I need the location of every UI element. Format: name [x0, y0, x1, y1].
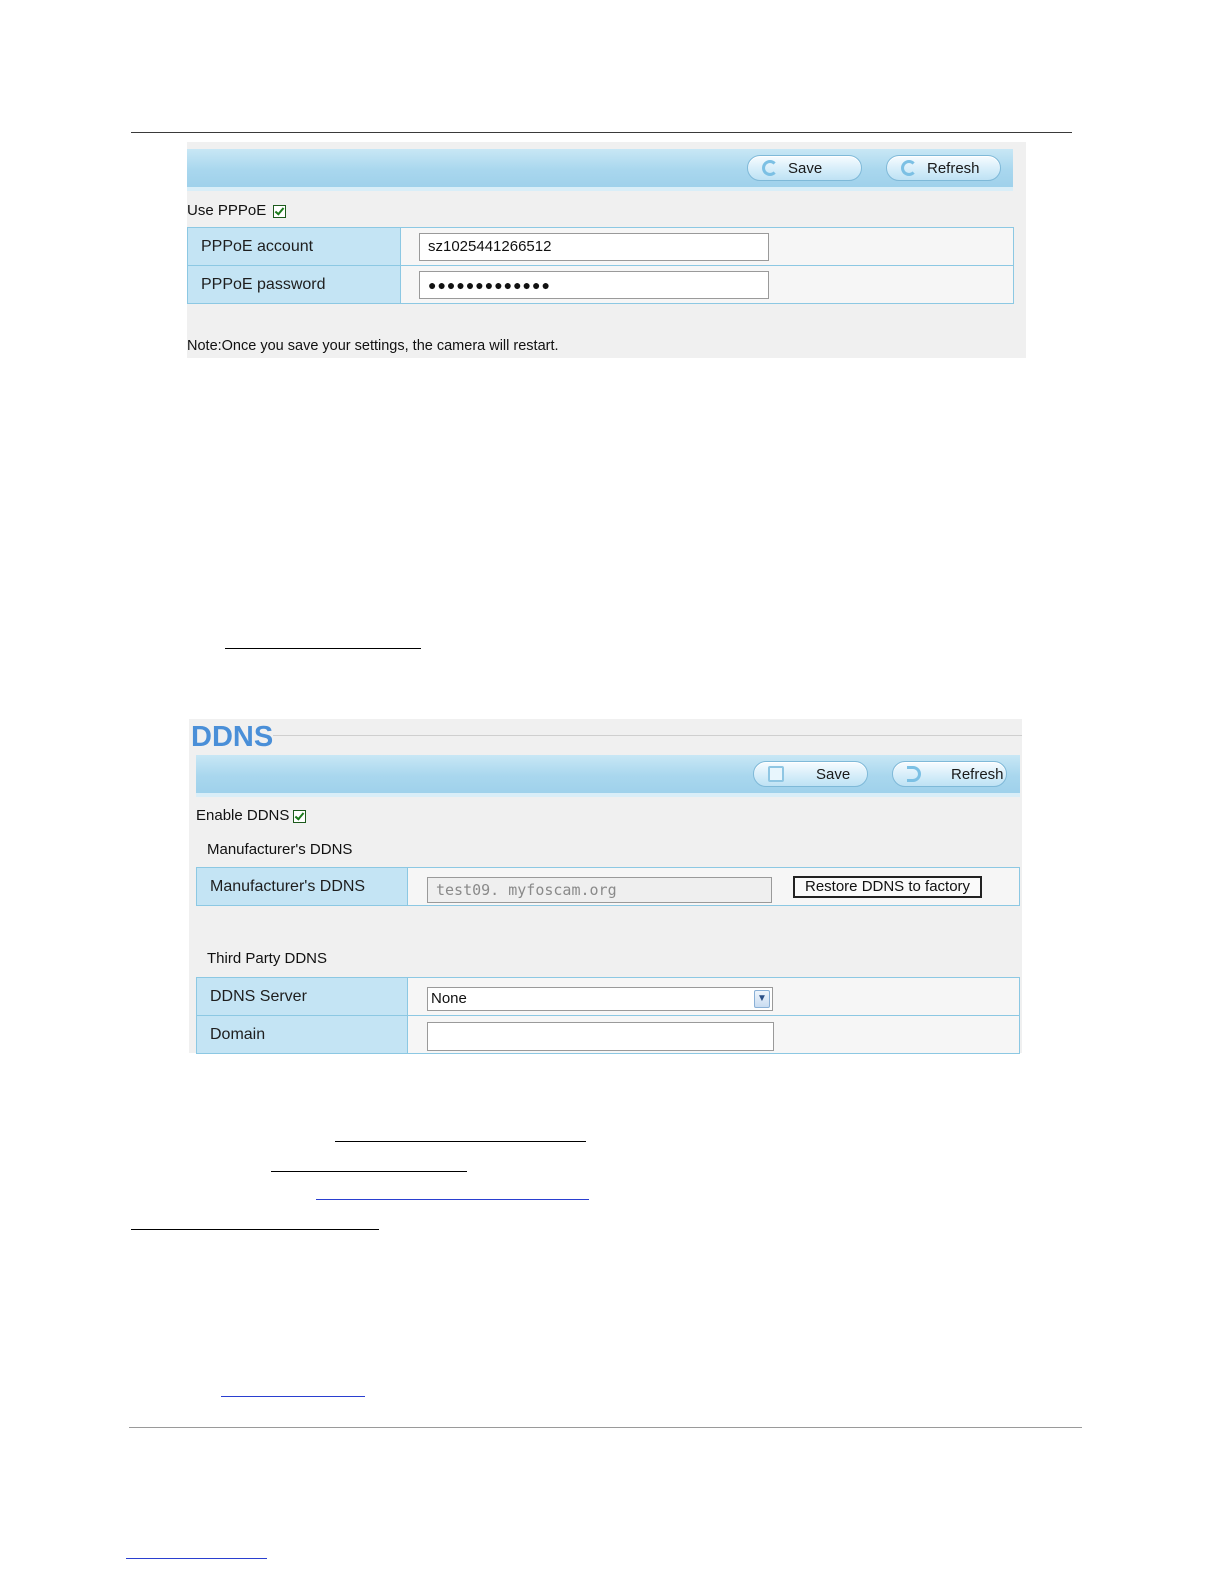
underline-mark	[335, 1141, 586, 1142]
use-pppoe-label: Use PPPoE	[187, 202, 267, 219]
save-icon	[762, 160, 778, 176]
pppoe-account-input[interactable]: sz1025441266512	[419, 233, 769, 261]
domain-label: Domain	[197, 1016, 408, 1054]
ddns-title: DDNS	[191, 721, 274, 753]
pppoe-refresh-label: Refresh	[927, 159, 980, 177]
ddns-server-select[interactable]	[427, 987, 773, 1011]
pppoe-password-label: PPPoE password	[188, 266, 401, 304]
floppy-icon	[768, 766, 784, 782]
restart-note: Note:Once you save your settings, the camera will restart.	[187, 338, 559, 354]
ddns-settings-panel	[189, 719, 1022, 1053]
header-rule	[131, 132, 1072, 133]
manufacturer-ddns-heading: Manufacturer's DDNS	[207, 841, 353, 858]
ddns-server-value: None	[431, 990, 467, 1007]
underline-mark	[131, 1229, 379, 1230]
link-underline[interactable]	[316, 1199, 589, 1200]
ddns-save-button[interactable]	[753, 761, 868, 787]
footer-rule	[129, 1427, 1082, 1428]
ddns-title-rule	[273, 735, 1022, 736]
ddns-server-label: DDNS Server	[197, 978, 408, 1016]
use-pppoe-checkbox[interactable]	[273, 205, 286, 218]
pppoe-refresh-button[interactable]	[886, 155, 1001, 181]
pppoe-toolbar	[187, 149, 1013, 191]
manufacturer-ddns-input: test09. myfoscam.org	[427, 877, 772, 903]
pppoe-save-label: Save	[788, 159, 823, 177]
refresh-icon	[901, 160, 917, 176]
pppoe-password-input[interactable]: ●●●●●●●●●●●●●	[419, 271, 769, 299]
link-underline[interactable]	[126, 1558, 267, 1559]
pppoe-account-label: PPPoE account	[188, 228, 401, 266]
pppoe-settings-panel	[187, 142, 1026, 358]
underline-mark	[271, 1171, 467, 1172]
ddns-refresh-label: Refresh	[951, 765, 1004, 783]
ddns-refresh-button[interactable]	[892, 761, 1007, 787]
link-underline[interactable]	[221, 1396, 365, 1397]
pppoe-save-button[interactable]	[747, 155, 862, 181]
enable-ddns-checkbox[interactable]	[293, 810, 306, 823]
underline-mark	[225, 648, 421, 649]
undo-icon	[907, 766, 921, 782]
ddns-toolbar	[196, 755, 1020, 797]
restore-ddns-button[interactable]: Restore DDNS to factory	[793, 876, 982, 898]
enable-ddns-label: Enable DDNS	[196, 807, 290, 824]
manufacturer-ddns-label: Manufacturer's DDNS	[197, 868, 408, 906]
third-party-ddns-heading: Third Party DDNS	[207, 950, 328, 967]
chevron-down-icon[interactable]: ▼	[754, 990, 770, 1008]
ddns-save-label: Save	[816, 765, 851, 783]
domain-input[interactable]	[427, 1022, 774, 1051]
